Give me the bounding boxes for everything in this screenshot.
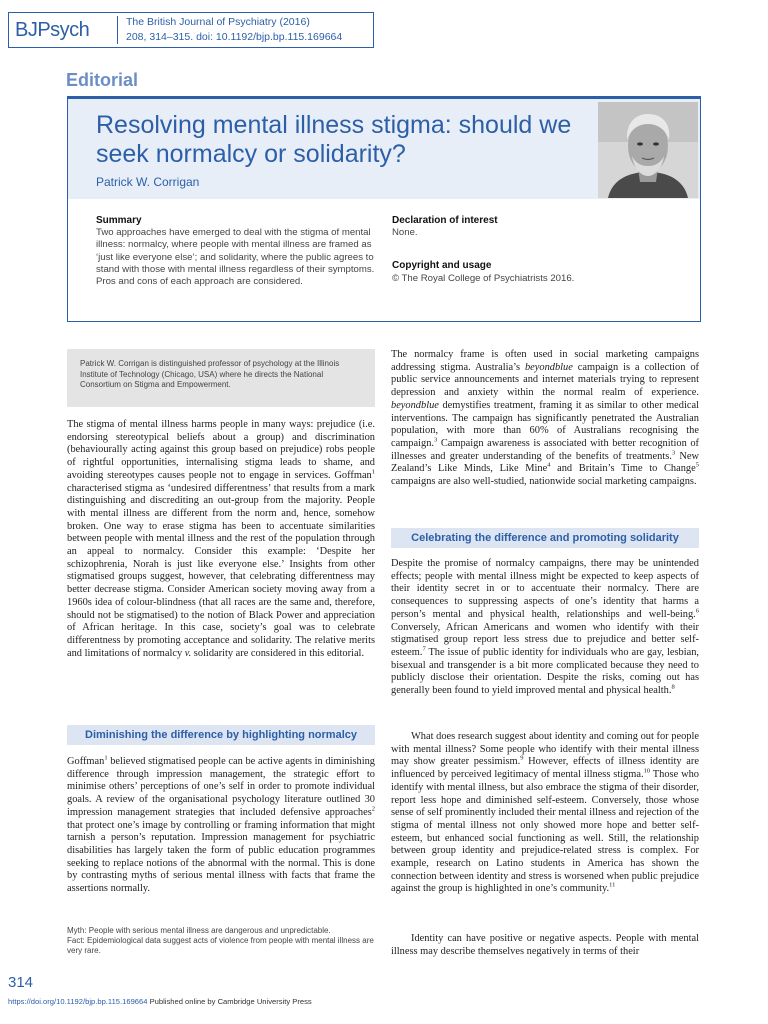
declaration-heading: Declaration of interest xyxy=(392,215,498,226)
body-paragraph: The stigma of mental illness harms people in many ways: prejudice (i.e. endorsing stereotypical beliefs about a group) and discrimination (behaviourally acting against this group based on prejudice) robs people of rightful opportunities, internalising stigma leads to shame, and avoiding stereotypes causes people not to engage in services. Goffman$^1$ characterised stigma as ‘undesired differentness’ that results from a mark distinguishing and discrediting an out-group from the majority. People with mental illness are different from the norm and, hence, somehow broken. One way to erase stigma has been to accentuate similarities between people with mental illness and the rest of the population through an appeal to normalcy. Consider this example: ‘Despite her schizophrenia, Norah is just like everyone else.’ Insights from other stigmatised groups suggest, however, that celebrating differentness may better decrease stigma. Consider American society moving away from a 1960s idea of colour-blindness (that all races are the same and, therefore, should not be stigmatised) to the notion of Black Power and appreciation of African heritage. In this case, society’s goal was to celebrate differentness by promoting acceptance and solidarity. The relative merits and limitations of normalcy v. solidarity are considered in this editorial. xyxy=(67,419,375,659)
journal-logo: BJPsych xyxy=(15,19,90,41)
section-heading-celebrating: Celebrating the difference and promoting solidarity xyxy=(391,528,699,548)
declaration-text: None. xyxy=(392,227,418,238)
reference-link[interactable]: 9 xyxy=(520,754,524,762)
reference-link[interactable]: 7 xyxy=(422,645,426,653)
logo-divider xyxy=(117,16,118,44)
journal-citation: The British Journal of Psychiatry (2016) xyxy=(126,16,310,28)
body-paragraph: The normalcy frame is often used in social marketing campaigns addressing stigma. Australia’s beyondblue campaign is a collection of public service announcements and internet materials trying to represent depression and anxiety within the normal realm of experience. beyondblue demystifies treatment, framing it as similar to other medical interventions. The campaign has significantly penetrated the Australian population, with more than 60% of Australians recognising the campaign.$^3$ Campaign awareness is associated with better recognition of illnesses and greater understanding of the benefits of treatments.$^3$ New Zealand’s Like Minds, Like Mine$^4$ and Britain’s Time to Change$^5$ campaigns are also well-studied, nationwide social marketing campaigns. xyxy=(391,349,700,488)
body-paragraph: Goffman$^1$ believed stigmatised people can be active agents in diminishing difference through impression management, the strategic effort to minimise others’ perceptions of one’s self in order to promote individual goals. A review of the organisational psychology literature outlined 30 impression management strategies that included defensive approaches$^2$ that protect one’s image by controlling or framing information that might tarnish a person’s reputation. Impression management for psychiatric disabilities has largely taken the form of public education programmes seeking to replace notions of the abnormal with the normal. This is done by contrasting myths of serious mental illness with facts that frame the assertions normally. xyxy=(67,754,375,895)
article-header xyxy=(67,96,701,322)
article-title: Resolving mental illness stigma: should we seek normalcy or solidarity? xyxy=(96,111,572,168)
reference-link[interactable]: 4 xyxy=(547,461,551,469)
reference-link[interactable]: 5 xyxy=(695,461,699,469)
fact-text: Fact: Epidemiological data suggest acts of violence from people with mental illness are very rare. xyxy=(67,935,374,955)
copyright-text: © The Royal College of Psychiatrists 2016. xyxy=(392,273,575,284)
copyright-heading: Copyright and usage xyxy=(392,260,492,271)
journal-doi: 208, 314–315. doi: 10.1192/bjp.bp.115.169664 xyxy=(126,31,343,43)
published-note: Published online by Cambridge University Press xyxy=(147,997,312,1006)
myth-text: Myth: People with serious mental illness are dangerous and unpredictable. xyxy=(67,926,331,935)
section-heading-diminishing: Diminishing the difference by highlighting normalcy xyxy=(67,725,375,745)
reference-link[interactable]: 2 xyxy=(371,805,375,813)
doi-link[interactable]: https://doi.org/10.1192/bjp.bp.115.169664 xyxy=(8,997,148,1006)
author-bio-box xyxy=(67,349,375,407)
reference-link[interactable]: 10 xyxy=(643,767,651,775)
journal-header xyxy=(8,12,374,48)
reference-link[interactable]: 1 xyxy=(104,754,108,762)
reference-link[interactable]: 8 xyxy=(671,683,675,691)
body-paragraph: What does research suggest about identity and coming out for people with mental illness? Some people who identify with their mental illness may show greater pessimism.$^9$ However, effects of illness identity are influenced by perceived legitimacy of mental illness stigma.$^{10}$ Those who identify with mental illness, but also embrace the stigma of their disorder, report less hope and diminished self-esteem. Conversely, those whose sense of self prominently included their mental illness and rejection of the stigma of mental illness not only showed more hope and better self-esteem, but enhanced social functioning as well. Still, the relationship between group identity and prejudice-related stress is complex. For example, research on Latino students in America has shown the connection between identity and stress is worsened when public prejudice against the group is highlighted in one’s community.$^{11}$ xyxy=(391,731,699,895)
section-label: Editorial xyxy=(66,70,139,90)
page-number: 314 xyxy=(8,974,34,991)
myth-fact-box xyxy=(67,926,375,955)
author-photo xyxy=(598,102,698,198)
body-paragraph: Despite the promise of normalcy campaigns, there may be unintended effects; people with mental illness might be expected to keep aspects of their identity secret in or to accentuate their normalcy. There are consequences to suppressing aspects of one’s identity that harms a person’s mental and physical health, relationships and well-being.$^6$ Conversely, African Americans and women who identify with their stigmatised group report less stress due to prejudice and better self-esteem.$^7$ The issue of public identity for individuals who are gay, lesbian, bisexual and transgender is a bit more complicated because they need to publicly disclose their orientation. Despite the risks, coming out has generally been found to yield improved mental and physical health.$^8$ xyxy=(391,558,699,697)
reference-link[interactable]: 1 xyxy=(371,468,375,476)
reference-link[interactable]: 11 xyxy=(609,881,616,889)
footer xyxy=(8,997,312,1006)
reference-link[interactable]: 6 xyxy=(695,607,699,615)
reference-link[interactable]: 3 xyxy=(434,436,438,444)
reference-link[interactable]: 3 xyxy=(671,449,676,457)
body-paragraph: Identity can have positive or negative aspects. People with mental illness may describe themselves negatively in terms of their xyxy=(391,933,699,957)
summary-text: Two approaches have emerged to deal with the stigma of mental illness: normalcy, where people with mental illness are framed as ‘just like everyone else’; and solidarity, where the public agrees to stand with those with mental illness regardless of their symptoms. Pros and cons of each approach are considered. xyxy=(96,227,375,288)
summary-heading: Summary xyxy=(96,215,142,226)
article-author: Patrick W. Corrigan xyxy=(96,175,200,189)
author-bio: Patrick W. Corrigan is distinguished professor of psychology at the Illinois Institute of Technology (Chicago, USA) where he directs the National Consortium on Stigma and Empowerment. xyxy=(80,359,340,390)
